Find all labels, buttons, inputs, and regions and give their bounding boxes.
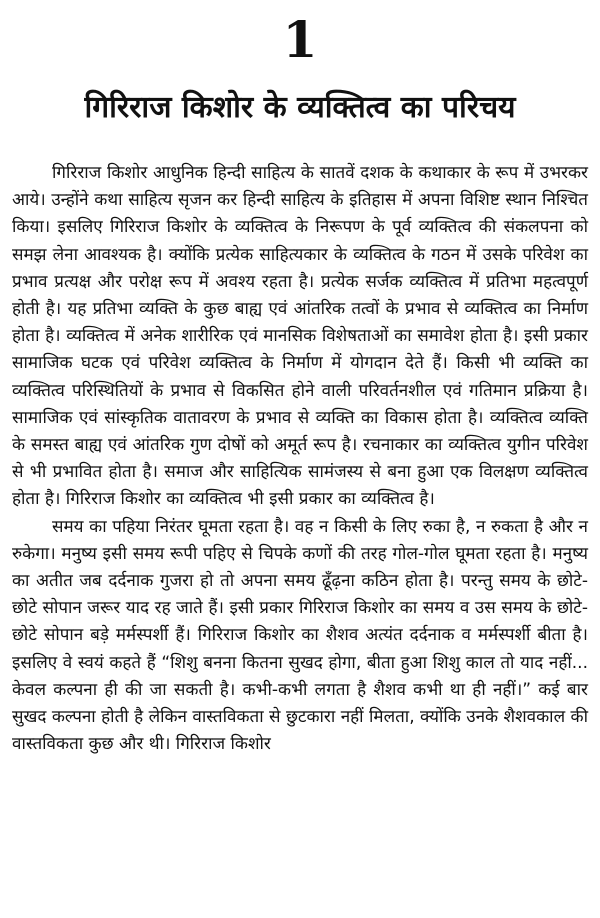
chapter-title: गिरिराज किशोर के व्यक्तित्व का परिचय (84, 90, 516, 125)
chapter-number: 1 (282, 10, 318, 69)
paragraph-1: गिरिराज किशोर आधुनिक हिन्दी साहित्य के सातवें दशक के कथाकार के रूप में उभरकर आये। उन्होंने कथा साहित्य सृजन कर हिन्दी साहित्य के इतिहास में अपना विशिष्ट स्थान निश्चित किया। इसलिए गिरिराज किशोर के व्यक्तित्व के निरूपण के पूर्व व्यक्तित्व की संकलपना को समझ लेना आवश्यक है। क्योंकि प्रत्येक साहित्यकार के व्यक्तित्व के गठन में उसके परिवेश का प्रभाव प्रत्यक्ष और परोक्ष रूप में अवश्य रहता है। प्रत्येक सर्जक व्यक्तित्व में प्रतिभा महत्वपूर्ण होती है। यह प्रतिभा व्यक्ति के कुछ बाह्य एवं आंतरिक तत्वों के प्रभाव से व्यक्तित्व का निर्माण होता है। व्यक्तित्व में अनेक शारीरिक एवं मानसिक विशेषताओं का समावेश होता है। इसी प्रकार सामाजिक घटक एवं परिवेश व्यक्तित्व के निर्माण में योगदान देते हैं। किसी भी व्यक्ति का व्यक्तित्व परिस्थितियों के प्रभाव से विकसित होने वाली परिवर्तनशील एवं गतिमान प्रक्रिया है। सामाजिक एवं सांस्कृतिक वातावरण के प्रभाव से व्यक्ति का विकास होता है। व्यक्तित्व व्यक्ति के समस्त बाह्य एवं आंतरिक गुण दोषों को अमूर्त रूप है। रचनाकार का व्यक्तित्व युगीन परिवेश से भी प्रभावित होता है। समाज और साहित्यिक सामंजस्य से बना हुआ एक विलक्षण व्यक्तित्व होता है। गिरिराज किशोर का व्यक्तित्व भी इसी प्रकार का व्यक्तित्व है। (12, 163, 588, 510)
paragraph-2: समय का पहिया निरंतर घूमता रहता है। वह न किसी के लिए रुका है, न रुकता है और न रुकेगा। मनुष्य इसी समय रूपी पहिए से चिपके कणों की तरह गोल-गोल घूमता रहता है। मनुष्य का अतीत जब दर्दनाक गुजरा हो तो अपना समय ढूँढ़ना कठिन होता है। परन्तु समय के छोटे-छोटे सोपान जरूर याद रह जाते हैं। इसी प्रकार गिरिराज किशोर का समय व उस समय के छोटे-छोटे सोपान बड़े मर्मस्पर्शी हैं। गिरिराज किशोर का शैशव अत्यंत दर्दनाक व मर्मस्पर्शी बीता है। इसलिए वे स्वयं कहते हैं “शिशु बनना कितना सुखद होगा, बीता हुआ शिशु काल तो याद नहीं... केवल कल्पना ही की जा सकती है। कभी-कभी लगता है शैशव कभी था ही नहीं।” कई बार सुखद कल्पना होती है लेकिन वास्तविकता से छुटकारा नहीं मिलता, क्योंकि उनके शैशवकाल की वास्तविकता कुछ और थी। गिरिराज किशोर (12, 516, 588, 755)
chapter-body (12, 160, 588, 758)
